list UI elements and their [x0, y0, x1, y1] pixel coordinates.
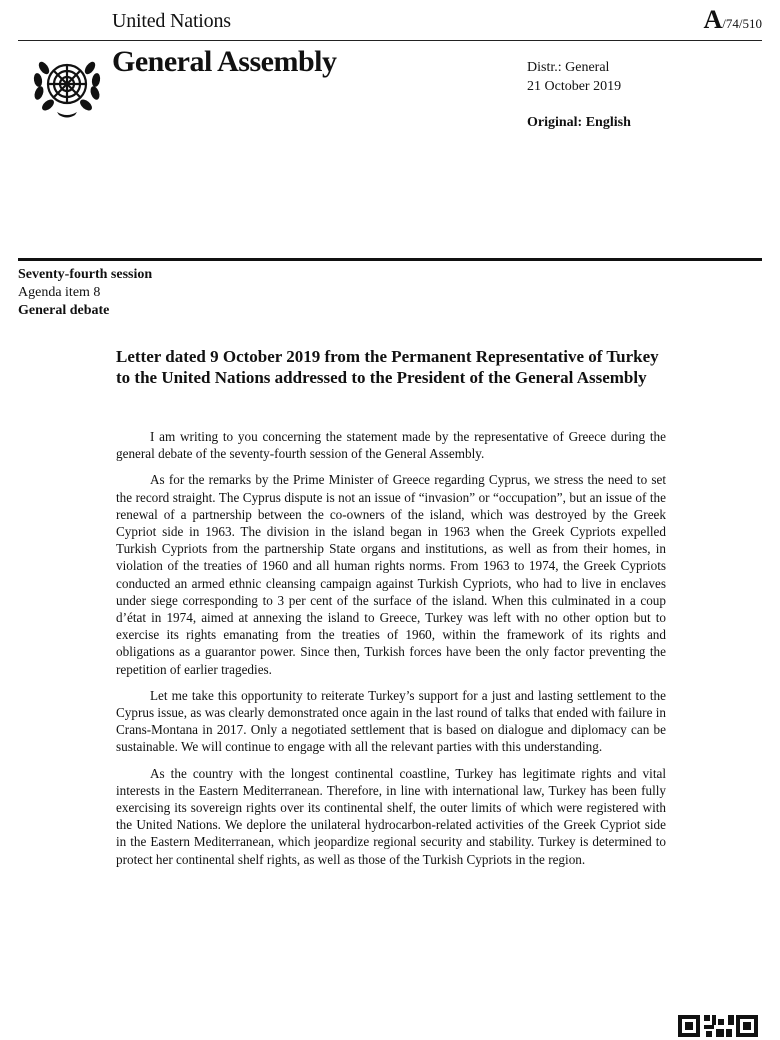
un-emblem-icon: [22, 50, 112, 122]
symbol-suffix: /74/510: [722, 16, 762, 31]
agenda-item: Agenda item 8: [18, 285, 101, 300]
header-rule: [18, 40, 762, 41]
paragraph: Let me take this opportunity to reiterate Turkey’s support for a just and lasting settlement to the Cyprus issue, as was clearly demonstrated once again in the last round of talks that ended with failure in Crans-Montana in 2017. Only a negotiated settlement that is based on dialogue and diplomacy can be sustainable. We will continue to engage with all the relevant parties with this understanding.: [116, 687, 666, 755]
paragraph: As the country with the longest continental coastline, Turkey has legitimate rights and vital interests in the Eastern Mediterranean. Therefore, in line with international law, Turkey has been fully exercising its sovereign rights over its continental shelf, the outer limits of which were registered with the United Nations. We deplore the unilateral hydrocarbon-related activities of the Greek Cypriot side in the Eastern Mediterranean, which jeopardize regional security and stability. Turkey is determined to protect her continental shelf rights, as well as those of the Turkish Cypriots in the region.: [116, 765, 666, 867]
agenda-title: General debate: [18, 303, 110, 318]
paragraph: As for the remarks by the Prime Minister of Greece regarding Cyprus, we stress the need to set the record straight. The Cyprus dispute is not an issue of “invasion” or “occupation”, but an issue of the renewal of a partnership between the co-owners of the island, which was destroyed by the Greek Cypriot side in 1963. The division in the island began in 1963 when the Greek Cypriots expelled Turkish Cypriots from the partnership State organs and institutions, as well as from their homes, in violation of the treaties of 1960 and all human rights norms. From 1963 to 1974, the Greek Cypriots conducted an armed ethnic cleansing campaign against Turkish Cypriots, who had to live in enclaves under siege corresponding to 3 per cent of the surface of the island. When this culminated in a coup d’état in 1974, aimed at annexing the island to Greece, Turkey was left with no other option but to exercise its rights emanating from the treaties of 1960, within the framework of its rights and obligations as a guarantor power. Since then, Turkish forces have been the only factor preventing the repetition of earlier tragedies.: [116, 472, 666, 677]
session-name: Seventy-fourth session: [18, 267, 153, 282]
document-symbol: [703, 5, 762, 35]
original-language: Original: English: [527, 115, 631, 130]
distribution-label: Distr.: General: [527, 60, 610, 75]
paragraph: I am writing to you concerning the statement made by the representative of Greece during the general debate of the seventy-fourth session of the General Assembly.: [116, 429, 666, 462]
letter-title: Letter dated 9 October 2019 from the Permanent Representative of Turkey to the United Nations addressed to the President of the General Assembly: [116, 347, 659, 387]
qr-code-icon: [678, 1013, 758, 1040]
session-block: [18, 266, 152, 320]
organization-name: United Nations: [112, 10, 231, 32]
document-date: 21 October 2019: [527, 79, 622, 94]
distribution-block: [527, 58, 631, 132]
symbol-prefix: A: [703, 5, 723, 34]
letter-body: [116, 428, 666, 877]
session-rule: [18, 258, 762, 261]
body-name: General Assembly: [112, 45, 337, 78]
